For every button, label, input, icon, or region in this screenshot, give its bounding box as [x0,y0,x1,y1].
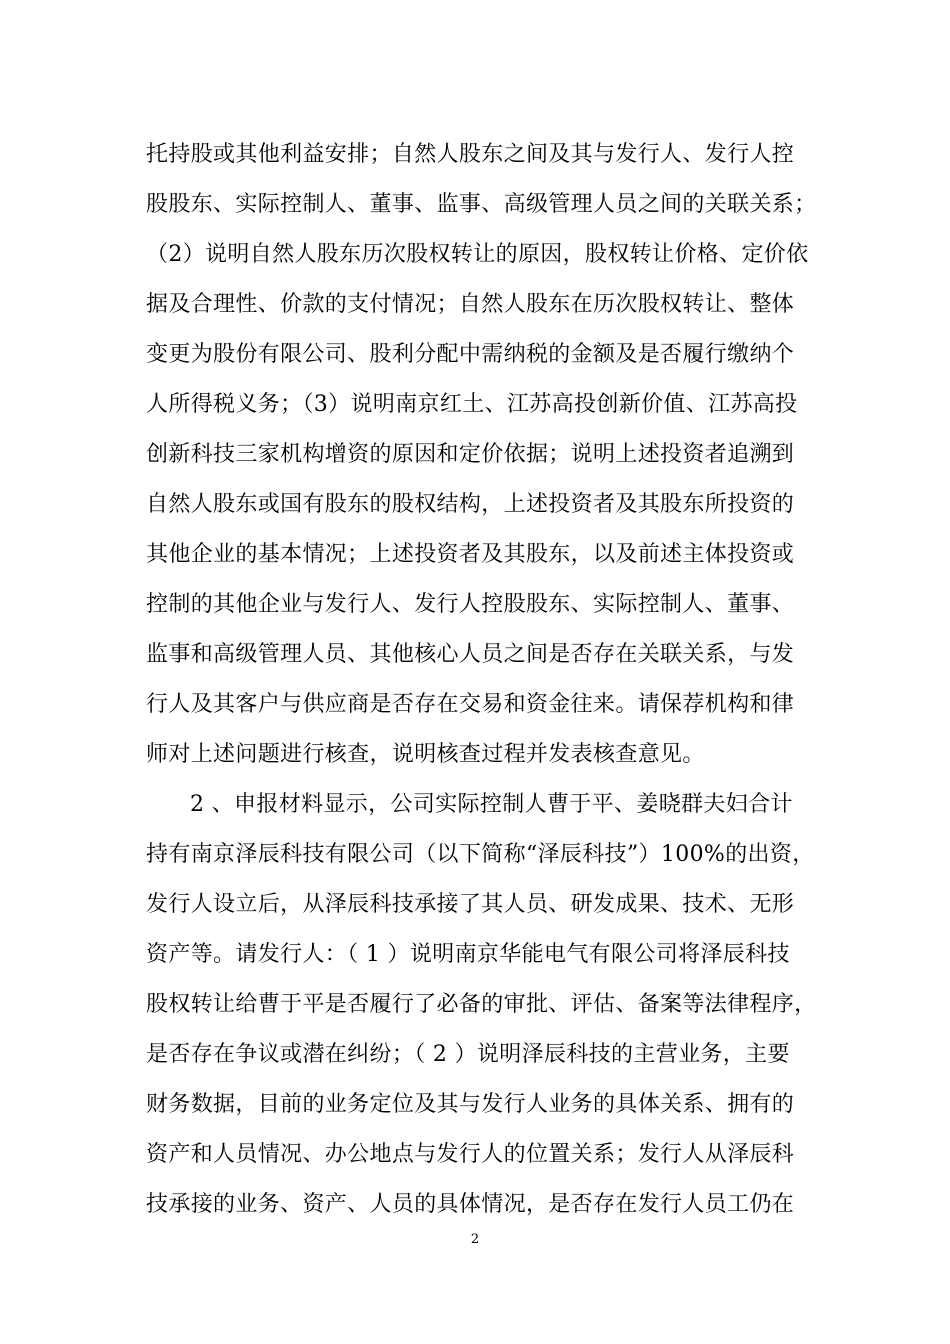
text-line: 据及合理性、价款的支付情况；自然人股东在历次股权转让、整体 [146,292,795,317]
text-line: 监事和高级管理人员、其他核心人员之间是否存在关联关系，与发 [146,642,795,667]
text-line: 是否存在争议或潜在纠纷；（ 2 ）说明泽辰科技的主营业务，主要 [146,1042,790,1067]
text-line: 发行人设立后，从泽辰科技承接了其人员、研发成果、技术、无形 [146,892,795,917]
text-line: 财务数据，目前的业务定位及其与发行人业务的具体关系、拥有的 [146,1092,795,1117]
text-line: 资产和人员情况、办公地点与发行人的位置关系；发行人从泽辰科 [146,1142,795,1167]
text-line: 控制的其他企业与发行人、发行人控股股东、实际控制人、董事、 [146,592,795,617]
text-line: 持有南京泽辰科技有限公司（以下简称“泽辰科技”）100%的出资， [146,842,815,867]
text-line: 自然人股东或国有股东的股权结构，上述投资者及其股东所投资的 [146,492,795,517]
text-line: 技承接的业务、资产、人员的具体情况，是否存在发行人员工仍在 [146,1192,795,1217]
text-line: 创新科技三家机构增资的原因和定价依据；说明上述投资者追溯到 [146,442,795,467]
text-line: 其他企业的基本情况；上述投资者及其股东，以及前述主体投资或 [146,542,795,567]
text-line: （2）说明自然人股东历次股权转让的原因，股权转让价格、定价依 [146,242,809,267]
text-line: 师对上述问题进行核查，说明核查过程并发表核查意见。 [146,742,705,767]
text-line: 资产等。请发行人：（ 1 ）说明南京华能电气有限公司将泽辰科技 [146,942,790,967]
text-line: 变更为股份有限公司、股利分配中需纳税的金额及是否履行缴纳个 [146,342,795,367]
text-line: 股权转让给曹于平是否履行了必备的审批、评估、备案等法律程序， [146,992,817,1017]
text-line: 托持股或其他利益安排；自然人股东之间及其与发行人、发行人控 [146,142,795,167]
paragraph-start-line: 2 、申报材料显示，公司实际控制人曹于平、姜晓群夫妇合计 [190,792,793,817]
page-number: 2 [470,1232,480,1247]
text-line: 股股东、实际控制人、董事、监事、高级管理人员之间的关联关系； [146,192,817,217]
text-line: 行人及其客户与供应商是否存在交易和资金往来。请保荐机构和律 [146,692,795,717]
text-line: 人所得税义务；（3）说明南京红土、江苏高投创新价值、江苏高投 [146,392,798,417]
